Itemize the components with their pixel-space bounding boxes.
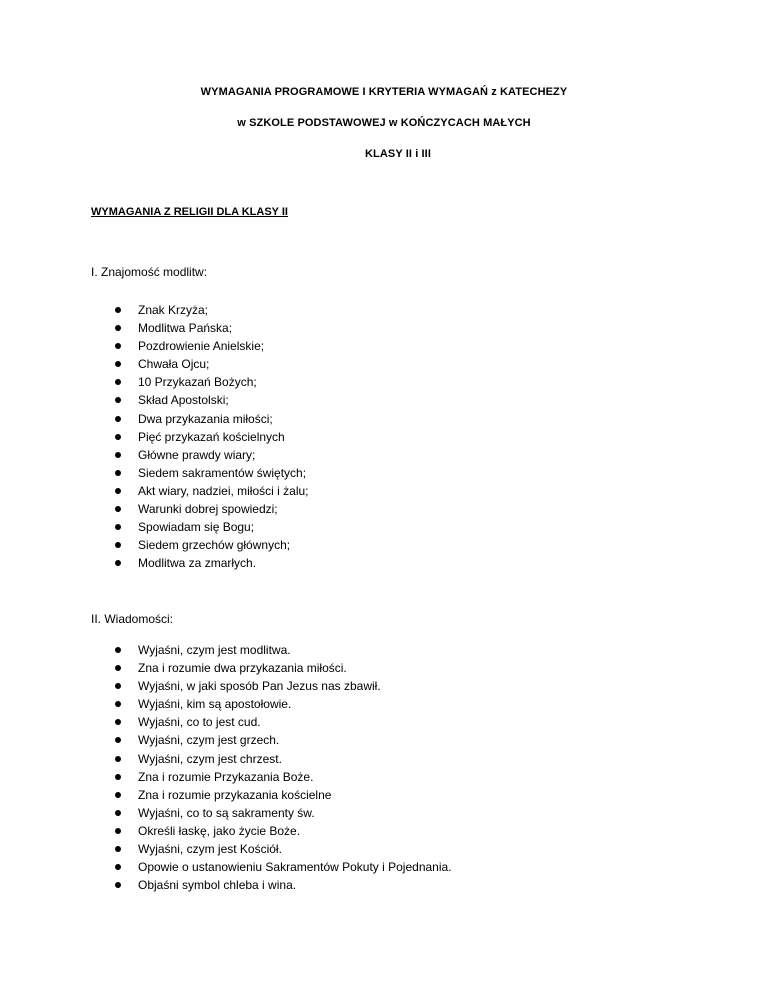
bullet-icon <box>115 470 121 476</box>
school-name: w SZKOLE PODSTAWOWEJ w KOŃCZYCACH MAŁYCH <box>237 117 531 129</box>
list-item-text: Opowie o ustanowieniu Sakramentów Pokuty i Pojednania. <box>138 860 452 875</box>
list-item-text: Pozdrowienie Anielskie; <box>138 339 265 354</box>
list-item-text: Warunki dobrej spowiedzi; <box>138 502 278 517</box>
list-item <box>0 804 452 822</box>
list-item-text: Znak Krzyża; <box>138 303 209 317</box>
list-item <box>0 876 452 894</box>
list-item <box>0 446 309 464</box>
bullet-icon <box>115 665 121 671</box>
list-item-text: Objaśni symbol chleba i wina. <box>138 878 297 893</box>
list-item <box>0 695 452 713</box>
list-item-text: Określi łaskę, jako życie Boże. <box>138 823 301 838</box>
list-item-text: Pięć przykazań kościelnych <box>138 429 285 444</box>
bullet-icon <box>115 379 121 385</box>
list-item <box>0 428 309 446</box>
list-item-text: Siedem sakramentów świętych; <box>138 465 307 480</box>
list-item <box>0 786 452 804</box>
list-item-text: Wyjaśni, w jaki sposób Pan Jezus nas zbawił. <box>138 679 381 694</box>
bullet-icon <box>115 542 121 548</box>
list-item <box>0 659 452 677</box>
list-item-text: Wyjaśni, co to są sakramenty św. <box>138 805 315 820</box>
bullet-icon <box>115 701 121 707</box>
list-item <box>0 641 452 659</box>
bullet-icon <box>115 434 121 440</box>
bullet-icon <box>115 488 121 494</box>
list-item <box>0 677 452 695</box>
list-item-text: Modlitwa Pańska; <box>138 321 233 336</box>
list-item-text: Główne prawdy wiary; <box>138 447 256 462</box>
list-item <box>0 319 309 337</box>
list-item-text: Spowiadam się Bogu; <box>138 520 255 535</box>
list-item <box>0 554 309 572</box>
list-item-text: Wyjaśni, czym jest Kościół. <box>138 842 282 857</box>
bullet-icon <box>115 683 121 689</box>
bullet-icon <box>115 397 121 403</box>
list-item-text: Zna i rozumie dwa przykazania miłości. <box>138 661 347 676</box>
bullet-icon <box>115 325 121 331</box>
list-item <box>0 391 309 409</box>
bullet-icon <box>115 737 121 743</box>
bullet-icon <box>115 361 121 367</box>
bullet-icon <box>115 828 121 834</box>
class-levels: KLASY II i III <box>365 148 431 160</box>
knowledge-heading: II. Wiadomości: <box>91 612 174 626</box>
list-item <box>0 373 309 391</box>
bullet-icon <box>115 416 121 422</box>
bullet-icon <box>115 506 121 512</box>
list-item <box>0 768 452 786</box>
list-item <box>0 713 452 731</box>
section-title: WYMAGANIA Z RELIGII DLA KLASY II <box>91 206 288 218</box>
list-item-text: Wyjaśni, czym jest grzech. <box>138 733 280 748</box>
bullet-icon <box>115 524 121 530</box>
bullet-icon <box>115 756 121 762</box>
list-item <box>0 858 452 876</box>
bullet-icon <box>115 810 121 816</box>
prayers-list <box>0 301 309 572</box>
list-item-text: Zna i rozumie przykazania kościelne <box>138 787 332 802</box>
bullet-icon <box>115 882 121 888</box>
bullet-icon <box>115 560 121 566</box>
list-item-text: Wyjaśni, czym jest chrzest. <box>138 751 282 766</box>
list-item <box>0 518 309 536</box>
document-title: WYMAGANIA PROGRAMOWE I KRYTERIA WYMAGAŃ z KATECHEZY <box>200 86 568 98</box>
list-item <box>0 840 452 858</box>
list-item <box>0 500 309 518</box>
list-item <box>0 482 309 500</box>
prayers-heading: I. Znajomość modlitw: <box>91 265 208 279</box>
bullet-icon <box>115 647 121 653</box>
bullet-icon <box>115 864 121 870</box>
list-item <box>0 536 309 554</box>
bullet-icon <box>115 307 121 313</box>
list-item-text: Wyjaśni, czym jest modlitwa. <box>138 643 291 657</box>
list-item-text: Dwa przykazania miłości; <box>138 411 273 426</box>
list-item <box>0 337 309 355</box>
bullet-icon <box>115 343 121 349</box>
list-item-text: Chwała Ojcu; <box>138 357 210 372</box>
list-item <box>0 410 309 428</box>
list-item-text: Akt wiary, nadziei, miłości i żalu; <box>138 483 309 498</box>
list-item <box>0 464 309 482</box>
list-item-text: Wyjaśni, co to jest cud. <box>138 715 261 730</box>
list-item-text: Siedem grzechów głównych; <box>138 538 291 553</box>
knowledge-list <box>0 641 452 894</box>
list-item <box>0 355 309 373</box>
list-item <box>0 822 452 840</box>
list-item <box>0 750 452 768</box>
bullet-icon <box>115 719 121 725</box>
list-item-text: Wyjaśni, kim są apostołowie. <box>138 697 292 712</box>
bullet-icon <box>115 846 121 852</box>
list-item-text: Zna i rozumie Przykazania Boże. <box>138 769 314 784</box>
list-item <box>0 301 309 319</box>
bullet-icon <box>115 792 121 798</box>
bullet-icon <box>115 452 121 458</box>
bullet-icon <box>115 774 121 780</box>
list-item <box>0 731 452 749</box>
list-item-text: 10 Przykazań Bożych; <box>138 375 257 390</box>
list-item-text: Skład Apostolski; <box>138 393 229 408</box>
list-item-text: Modlitwa za zmarłych. <box>138 556 257 571</box>
